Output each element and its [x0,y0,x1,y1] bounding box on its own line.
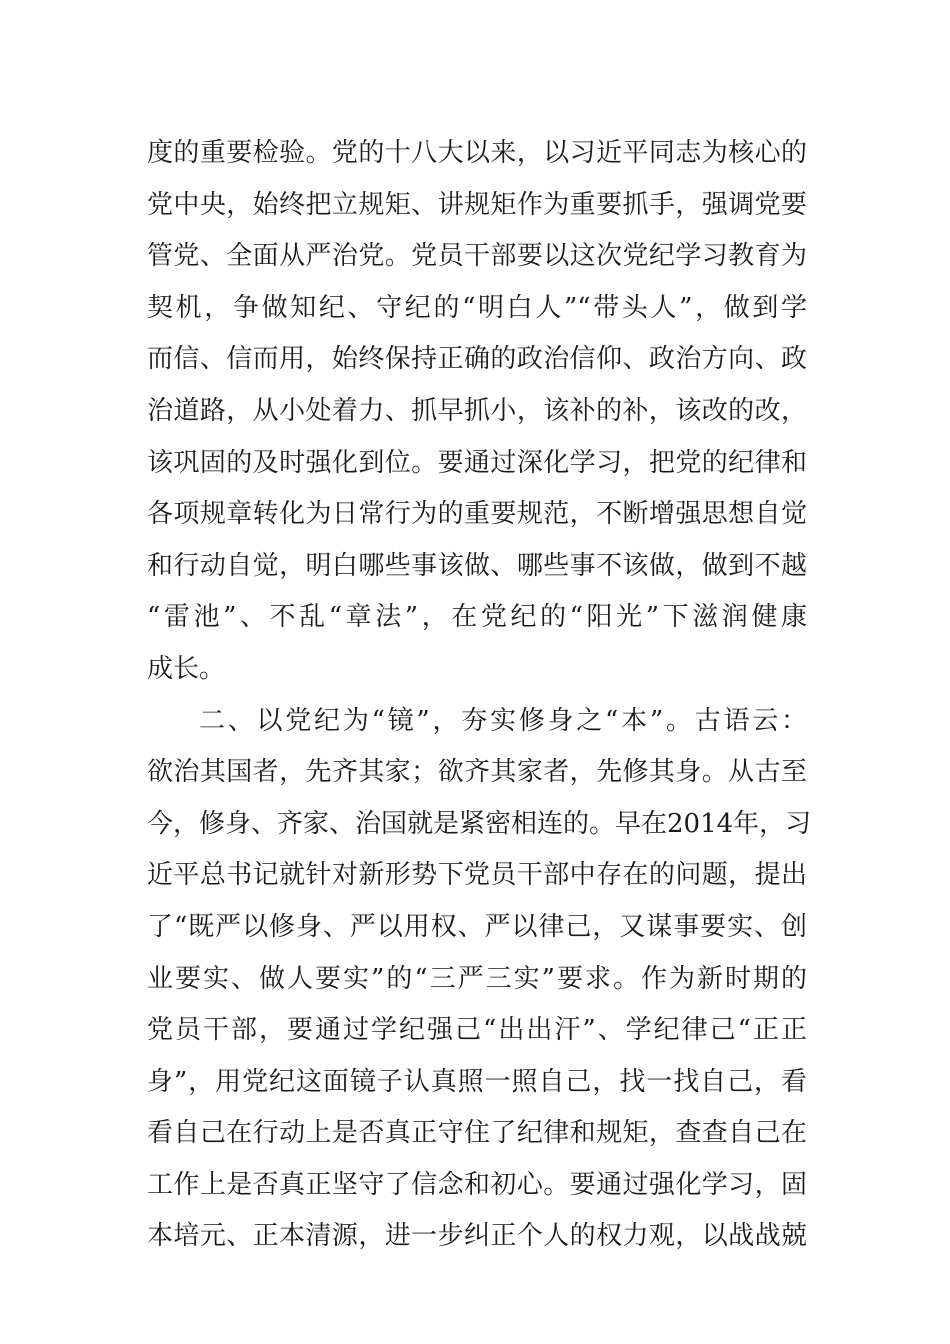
paragraph-1 [147,128,807,696]
text-line: 今，修身、齐家、治国就是紧密相连的。早在2014年，习 [147,808,812,839]
text-line: 看自己在行动上是否真正守住了纪律和规矩，查查自己在 [147,1118,807,1149]
text-line: 治道路，从小处着力、抓早抓小，该补的补，该改的改， [147,395,807,426]
text-line: 各项规章转化为日常行为的重要规范，不断增强思想自觉 [147,499,807,530]
text-line: 度的重要检验。党的十八大以来，以习近平同志为核心的 [147,138,807,168]
text-line: 契机，争做知纪、守纪的“明白人”“带头人”，做到学 [147,292,807,323]
text-line: 身”，用党纪这面镜子认真照一照自己，找一找自己，看 [147,1066,807,1097]
text-line: 工作上是否真正坚守了信念和初心。要通过强化学习，固 [147,1169,807,1200]
text-line: 而信、信而用，始终保持正确的政治信仰、政治方向、政 [147,344,807,375]
text-line: 和行动自觉，明白哪些事该做、哪些事不该做，做到不越 [147,550,807,581]
text-line: 了“既严以修身、严以用权、严以律己，又谋事要实、创 [147,911,807,942]
text-line: 党员干部，要通过学纪强己“出出汗”、学纪律己“正正 [147,1015,807,1046]
document-body [147,128,812,1263]
text-line: 党中央，始终把立规矩、讲规矩作为重要抓手，强调党要 [147,189,807,220]
text-line: 成长。 [147,653,226,684]
text-line: 近平总书记就针对新形势下党员干部中存在的问题，提出 [147,860,807,891]
text-line: 该巩固的及时强化到位。要通过深化学习，把党的纪律和 [147,447,807,478]
section-heading-line: 二、以党纪为“镜”，夯实修身之“本”。古语云： [199,705,807,736]
text-line: 欲治其国者，先齐其家；欲齐其家者，先修其身。从古至 [147,757,807,788]
text-line: 业要实、做人要实”的“三严三实”要求。作为新时期的 [147,963,807,994]
text-line: 本培元、正本清源，进一步纠正个人的权力观，以战战兢 [147,1221,807,1252]
paragraph-2 [147,696,812,1264]
text-line: 管党、全面从严治党。党员干部要以这次党纪学习教育为 [147,241,807,272]
text-line: “雷池”、不乱“章法”，在党纪的“阳光”下滋润健康 [147,602,807,633]
